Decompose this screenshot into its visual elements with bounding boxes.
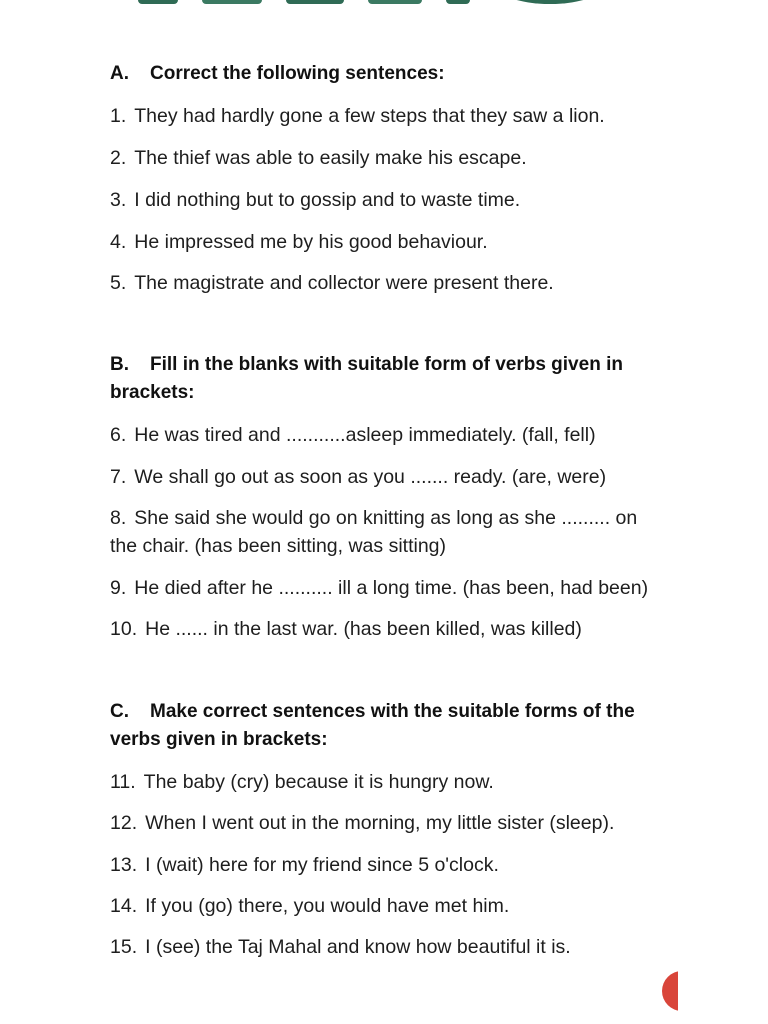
item-number: 8. bbox=[110, 507, 127, 529]
decorative-title-art-icon bbox=[130, 0, 610, 6]
list-item bbox=[110, 574, 665, 602]
item-number: 15. bbox=[110, 936, 138, 958]
list-item bbox=[110, 892, 665, 920]
item-number: 3. bbox=[110, 189, 127, 211]
item-number: 6. bbox=[110, 424, 127, 446]
section-title: Correct the following sentences: bbox=[150, 63, 445, 84]
item-text: They had hardly gone a few steps that they saw a lion. bbox=[134, 105, 605, 127]
list-item bbox=[110, 809, 665, 837]
item-text: He was tired and ...........asleep immediately. (fall, fell) bbox=[134, 424, 596, 446]
item-text: She said she would go on knitting as long as she ......... on the chair. (has been sitting, was sitting) bbox=[110, 507, 638, 557]
item-number: 5. bbox=[110, 272, 127, 294]
item-text: I (wait) here for my friend since 5 o'clock. bbox=[145, 854, 499, 876]
section-letter: A. bbox=[110, 63, 129, 84]
item-text: If you (go) there, you would have met him. bbox=[145, 895, 510, 917]
list-item bbox=[110, 186, 665, 214]
item-number: 1. bbox=[110, 105, 127, 127]
section-letter: B. bbox=[110, 354, 129, 375]
list-item bbox=[110, 228, 665, 256]
item-text: The thief was able to easily make his escape. bbox=[134, 147, 527, 169]
item-text: We shall go out as soon as you ....... ready. (are, were) bbox=[134, 466, 607, 488]
item-number: 10. bbox=[110, 618, 138, 640]
floating-action-icon bbox=[662, 971, 678, 1011]
item-text: I (see) the Taj Mahal and know how beautiful it is. bbox=[145, 936, 571, 958]
item-number: 4. bbox=[110, 231, 127, 253]
item-number: 9. bbox=[110, 577, 127, 599]
section-title: Make correct sentences with the suitable forms of the verbs given in brackets: bbox=[110, 701, 635, 750]
list-item bbox=[110, 421, 665, 449]
item-text: The magistrate and collector were present there. bbox=[134, 272, 554, 294]
section-title: Fill in the blanks with suitable form of verbs given in brackets: bbox=[110, 354, 623, 403]
section-heading-c bbox=[110, 698, 655, 754]
list-item bbox=[110, 144, 665, 172]
item-number: 12. bbox=[110, 812, 138, 834]
item-number: 11. bbox=[110, 771, 136, 793]
item-text: He ...... in the last war. (has been killed, was killed) bbox=[145, 618, 582, 640]
item-number: 7. bbox=[110, 466, 127, 488]
list-item bbox=[110, 768, 665, 796]
item-text: He impressed me by his good behaviour. bbox=[134, 231, 488, 253]
list-item bbox=[110, 269, 665, 297]
item-number: 2. bbox=[110, 147, 127, 169]
list-item bbox=[110, 615, 665, 643]
section-heading-a bbox=[110, 60, 655, 88]
list-item bbox=[110, 102, 665, 130]
section-letter: C. bbox=[110, 701, 129, 722]
item-text: The baby (cry) because it is hungry now. bbox=[143, 771, 494, 793]
item-number: 13. bbox=[110, 854, 138, 876]
list-item bbox=[110, 504, 665, 560]
item-text: He died after he .......... ill a long time. (has been, had been) bbox=[134, 577, 649, 599]
floating-action-button[interactable] bbox=[662, 971, 678, 1011]
list-item bbox=[110, 463, 665, 491]
list-item bbox=[110, 851, 665, 879]
section-heading-b bbox=[110, 351, 655, 407]
item-number: 14. bbox=[110, 895, 138, 917]
item-text: When I went out in the morning, my little sister (sleep). bbox=[145, 812, 615, 834]
list-item bbox=[110, 933, 665, 961]
item-text: I did nothing but to gossip and to waste time. bbox=[134, 189, 521, 211]
